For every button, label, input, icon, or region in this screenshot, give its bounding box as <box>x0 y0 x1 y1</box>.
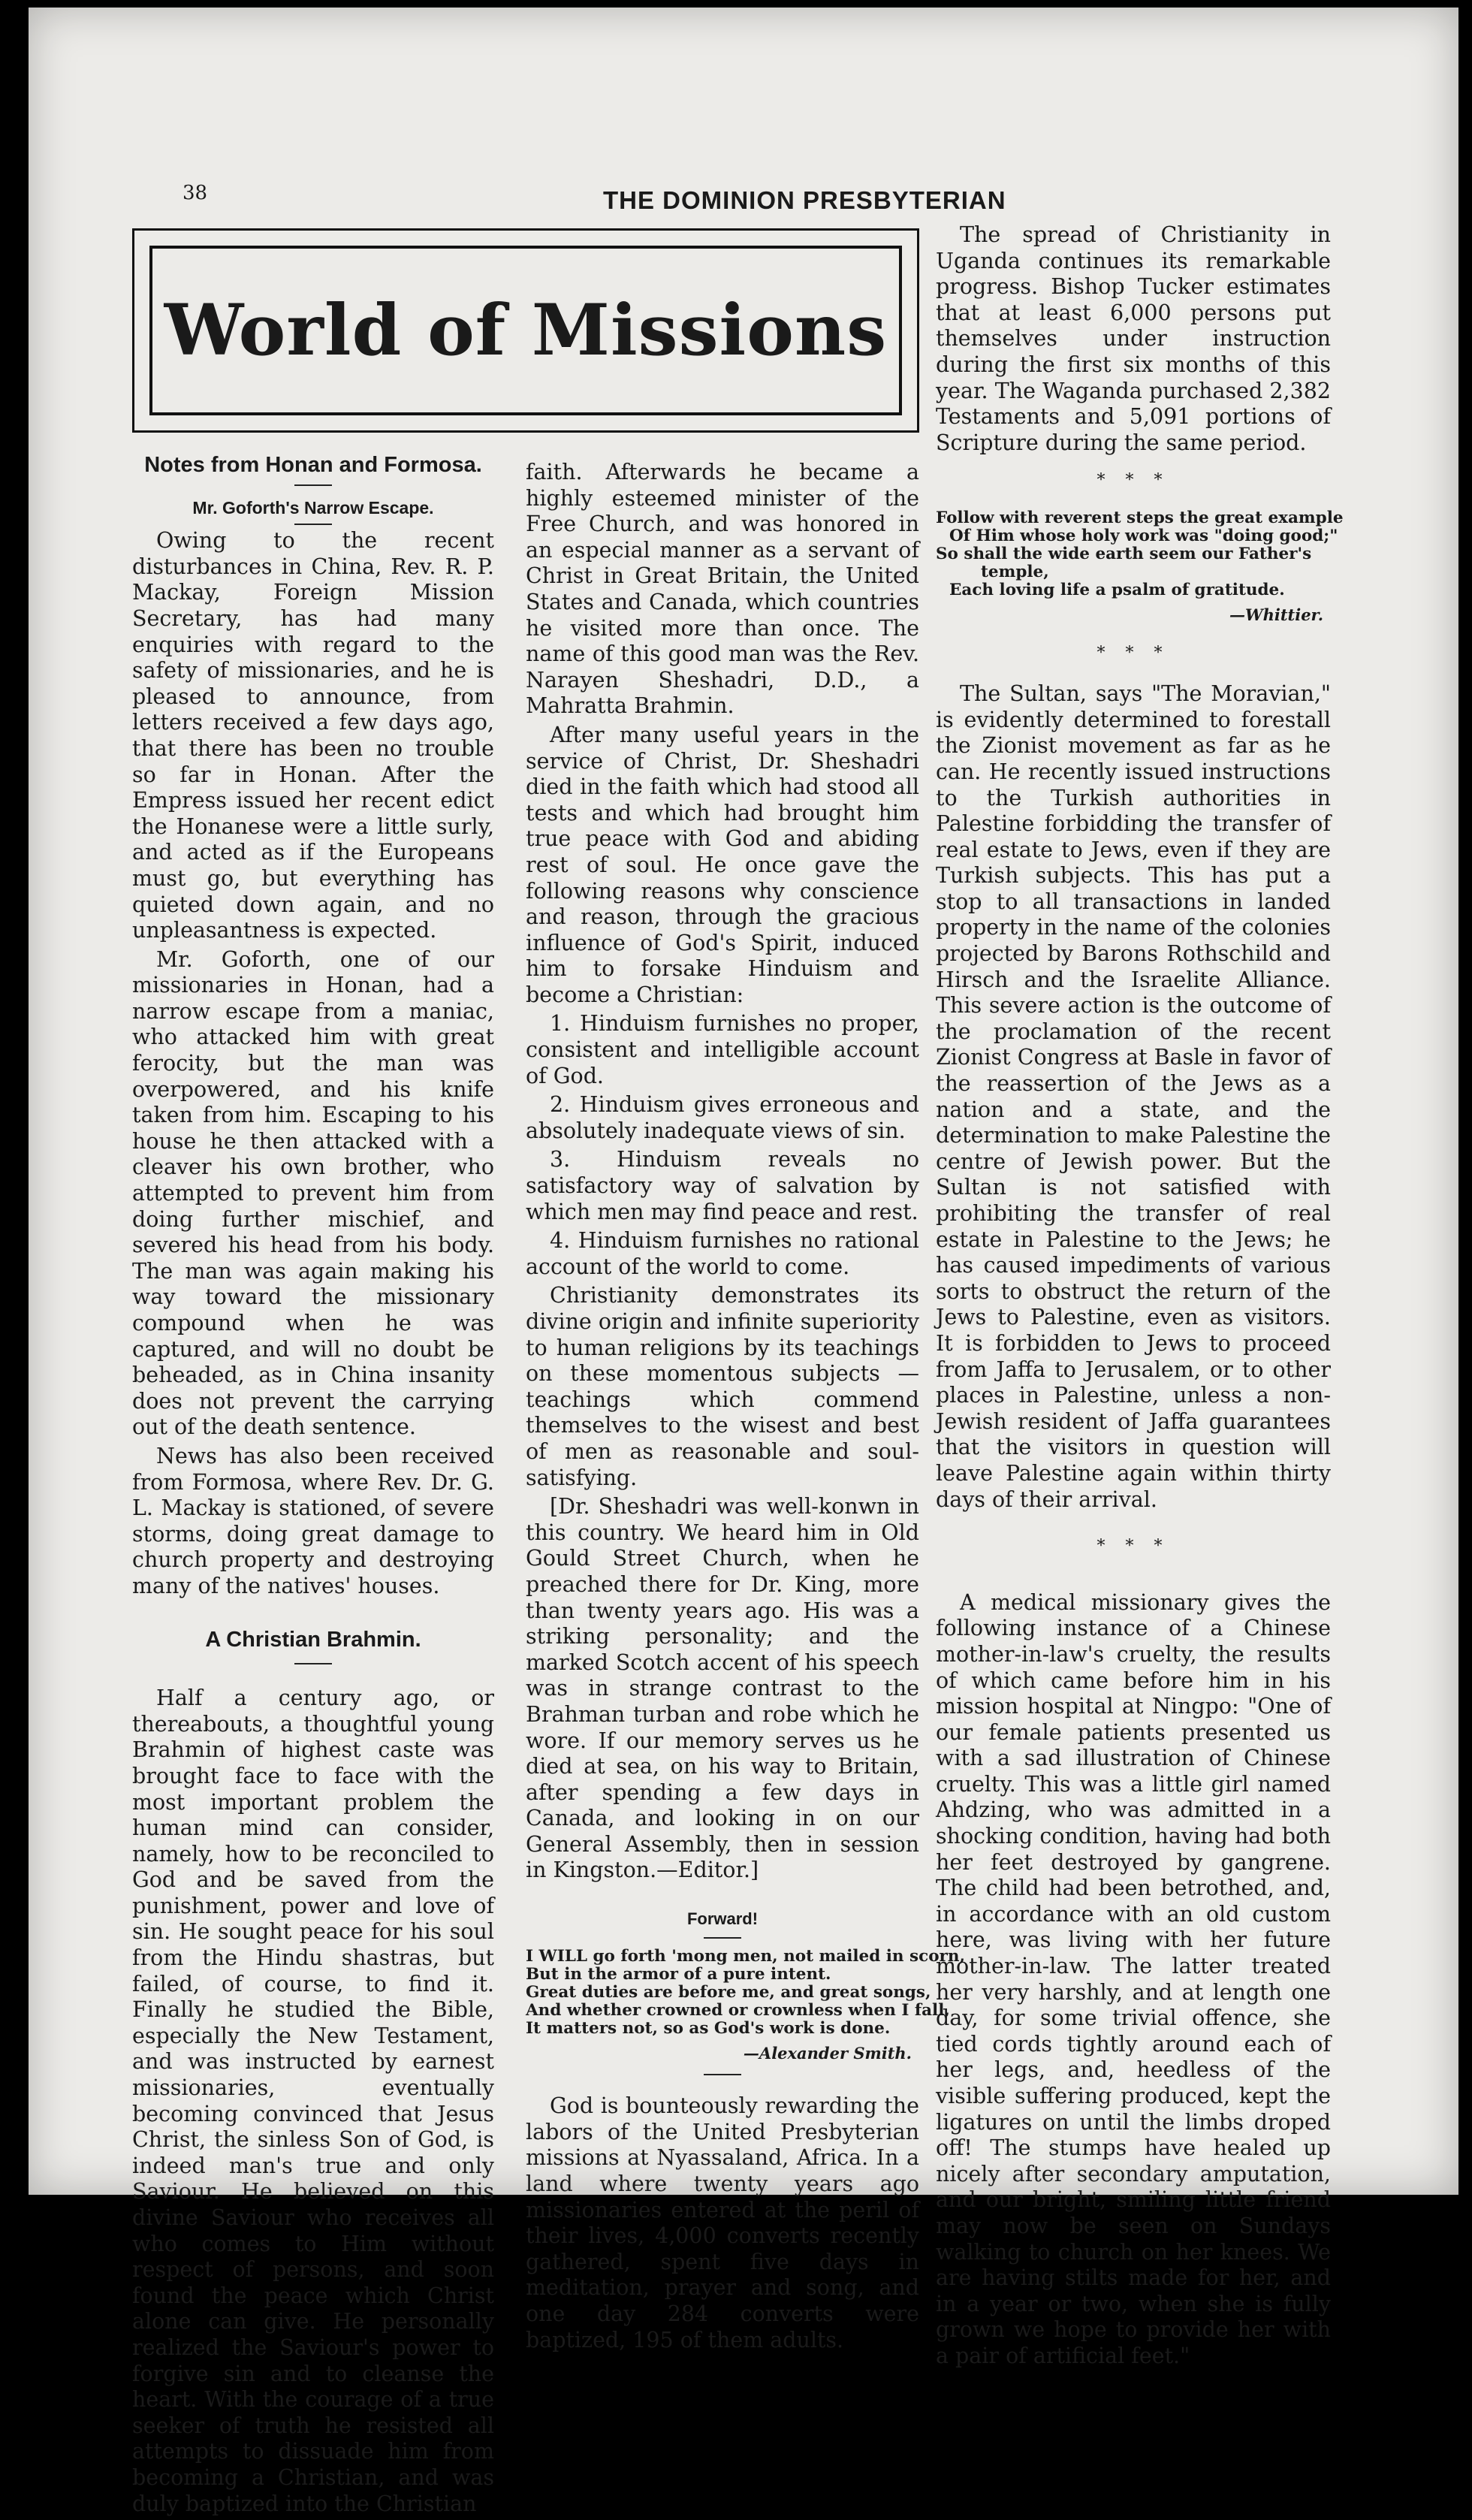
divider <box>294 484 332 486</box>
paragraph: Half a century ago, or thereabouts, a thoughtful young Brahmin of highest caste was brought face to face with the most important problem the human mind can consider, namely, how to be reconciled to God and be saved from the punishment, power and love of sin. He sought peace for his soul from the Hindu shastras, but failed, of course, to find it. Finally he studied the Bible, especially the New Testament, and was instructed by earnest missionaries, eventually becoming convinced that Jesus Christ, the sinless Son of God, is indeed man's true and only Saviour. He believed on this divine Saviour who receives all who comes to Him without respect of persons, and soon found the peace which Christ alone can give. He personally realized the Saviour's power to forgive sin and to cleanse the heart. With the courage of a true seeker of truth he resisted all attempts to dissuade him from becoming a Christian, and was duly baptized into the Christian <box>132 1686 494 2516</box>
verse-line: temple, <box>981 562 1049 581</box>
paragraph: Mr. Goforth, one of our missionaries in Honan, had a narrow escape from a maniac, who attacked him with great ferocity, but the man was overpowered, and his knife taken from him. Escaping to his house he then attacked with a cleaver his own brother, who attempted to prevent him from doing further mischief, and severed his head from his body. The man was again making his way toward the missionary compound when he was captured, and will no doubt be beheaded, as in China insanity does not prevent the carrying out of the death sentence. <box>132 946 494 1440</box>
page-number: 38 <box>182 182 208 204</box>
verse-line: Of Him whose holy work was "doing good;" <box>949 526 1338 545</box>
divider <box>294 524 332 525</box>
column-1 <box>132 449 494 2520</box>
poem-line: It matters not, so as God's work is done. <box>526 2018 891 2038</box>
verse-attribution: —Whittier. <box>1229 605 1323 624</box>
reason-item: 3. Hinduism reveals no satisfactory way of salvation by which men may find peace and rest. <box>526 1147 919 1224</box>
paragraph: A medical missionary gives the following instance of a Chinese mother-in-law's cruelty, the results of which came before him in his mission hospital at Ningpo: "One of our female patients presented us with a sad illustration of Chinese cruelty. This was a little girl named Ahdzing, who was admitted in a shocking condition, having had both her feet destroyed by gangrene. The child had been betrothed, and, in accordance with an old custom here, was living with her future mother-in-law. The latter treated her very harshly, and at length one day, for some trivial offence, she tied cords tightly around each of her legs, and, heedless of the visible suffering produced, kept the ligatures on until the limbs droped off! The stumps have healed up nicely after secondary amputation, and our bright, smiling little friend may now be seen on Sundays walking to church on her knees. We are having stilts made for her, and in a year or two, when she is fully grown we hope to provide her with a pair of artificial feet." <box>936 1589 1331 2368</box>
article-title-brahmin: A Christian Brahmin. <box>205 1627 421 1652</box>
editor-note: [Dr. Sheshadri was well-konwn in this country. We heard him in Old Gould Street Church, when he preached there for Dr. King, more than twenty years ago. His was a striking personality; and the marked Scotch accent of his speech was in strange contrast to the Brahman turban and robe which he wore. If our memory serves us he died at sea, on his way to Britain, after spending a few days in Canada, and looking in on our General Assembly, then in session in Kingston.—Editor.] <box>526 1494 919 1883</box>
paragraph: Owing to the recent disturbances in China, Rev. R. P. Mackay, Foreign Mission Secretary, has had many enquiries with regard to the safety of missionaries, and he is pleased to announce, from letters received a few days ago, that there has been no trouble so far in Honan. After the Empress issued her recent edict the Honanese were a little surly, and acted as if the Europeans must go, but everything has quieted down again, and no unpleasantness is expected. <box>132 528 494 943</box>
reason-item: 4. Hinduism furnishes no rational account of the world to come. <box>526 1228 919 1279</box>
divider <box>294 1663 332 1664</box>
verse-line: Each loving life a psalm of gratitude. <box>949 580 1285 599</box>
poem-line: I WILL go forth 'mong men, not mailed in scorn, <box>526 1946 966 1966</box>
verse-line: Follow with reverent steps the great example <box>936 508 1344 527</box>
section-stars: * * * <box>1096 643 1170 662</box>
section-stars: * * * <box>1096 1537 1170 1556</box>
paragraph: The spread of Christianity in Uganda continues its remarkable progress. Bishop Tucker estimates that at least 6,000 persons put themselves under instruction during the first six months of this year. The Waganda purchased 2,382 Testaments and 5,091 portions of Scripture during the same period. <box>936 222 1331 455</box>
paragraph: Christianity demonstrates its divine origin and infinite superiority to human religions by its teachings on these momentous subjects — teachings which commend themselves to the wisest and best of men as reasonable and soul-satisfying. <box>526 1283 919 1490</box>
poem-line: Great duties are before me, and great songs, <box>526 1982 931 2002</box>
section-banner <box>132 228 919 433</box>
verse-line: So shall the wide earth seem our Father's <box>936 544 1312 563</box>
paragraph: faith. Afterwards he became a highly esteemed minister of the Free Church, and was honored in an especial manner as a servant of Christ in Great Britain, the United States and Canada, which countries he visited more than once. The name of this good man was the Rev. Narayen Sheshadri, D.D., a Mahratta Brahmin. <box>526 460 919 719</box>
article-subtitle-goforth: Mr. Goforth's Narrow Escape. <box>192 497 434 518</box>
reason-item: 2. Hinduism gives erroneous and absolutely inadequate views of sin. <box>526 1092 919 1143</box>
column-3 <box>936 222 1344 2373</box>
paragraph: God is bounteously rewarding the labors of the United Presbyterian missions at Nyassaland, Africa. In a land where twenty years ago missionaries entered at the peril of their lives, 4,000 converts recently gathered, spent five days in meditation, prayer and song, and one day 284 converts were baptized, 195 of them adults. <box>526 2093 919 2353</box>
poem-title: Forward! <box>686 1909 759 1929</box>
paragraph: News has also been received from Formosa, where Rev. Dr. G. L. Mackay is stationed, of severe storms, doing great damage to church property and destroying many of the natives' houses. <box>132 1443 494 1598</box>
poem-line: But in the armor of a pure intent. <box>526 1964 831 1984</box>
banner-inner-frame <box>149 246 902 415</box>
poem <box>526 1946 966 2038</box>
section-stars: * * * <box>1096 471 1170 490</box>
running-head: THE DOMINION PRESBYTERIAN <box>603 186 1006 214</box>
paragraph: After many useful years in the service of Christ, Dr. Sheshadri died in the faith which had stood all tests and which had brought him true peace with God and abiding rest of soul. He once gave the following reasons why conscience and reason, through the gracious influence of God's Spirit, induced him to forsake Hinduism and become a Christian: <box>526 722 919 1007</box>
paragraph: The Sultan, says "The Moravian," is evidently determined to forestall the Zionist movement as far as he can. He recently issued instructions to the Turkish authorities in Palestine forbidding the transfer of real estate to Jews, even if they are Turkish subjects. This has put a stop to all transactions in landed property in the name of the colonies projected by Barons Rothschild and Hirsch and the Israelite Alliance. This severe action is the outcome of the proclamation of the recent Zionist Congress at Basle in favor of the reassertion of the Jews as a nation and a state, and the determination to make Palestine the centre of Jewish power. But the Sultan is not satisfied with prohibiting the transfer of real estate in Palestine to the Jews; he has caused impediments of various sorts to obstruct the return of the Jews to Palestine, even as visitors. It is forbidden to Jews to proceed from Jaffa to Jerusalem, or to other places in Palestine, unless a non-Jewish resident of Jaffa guarantees that the visitors in question will leave Palestine again within thirty days of their arrival. <box>936 681 1331 1512</box>
page-header <box>182 182 1444 227</box>
poem-attribution: —Alexander Smith. <box>743 2043 912 2063</box>
column-2 <box>526 460 966 2356</box>
verse <box>936 508 1344 599</box>
banner-title: World of Missions <box>164 289 888 372</box>
reason-item: 1. Hinduism furnishes no proper, consistent and intelligible account of God. <box>526 1011 919 1088</box>
poem-line: And whether crowned or crownless when I fall, <box>526 2000 950 2020</box>
article-title-honan: Notes from Honan and Formosa. <box>144 453 482 477</box>
divider <box>704 2074 741 2075</box>
divider <box>704 1937 741 1939</box>
